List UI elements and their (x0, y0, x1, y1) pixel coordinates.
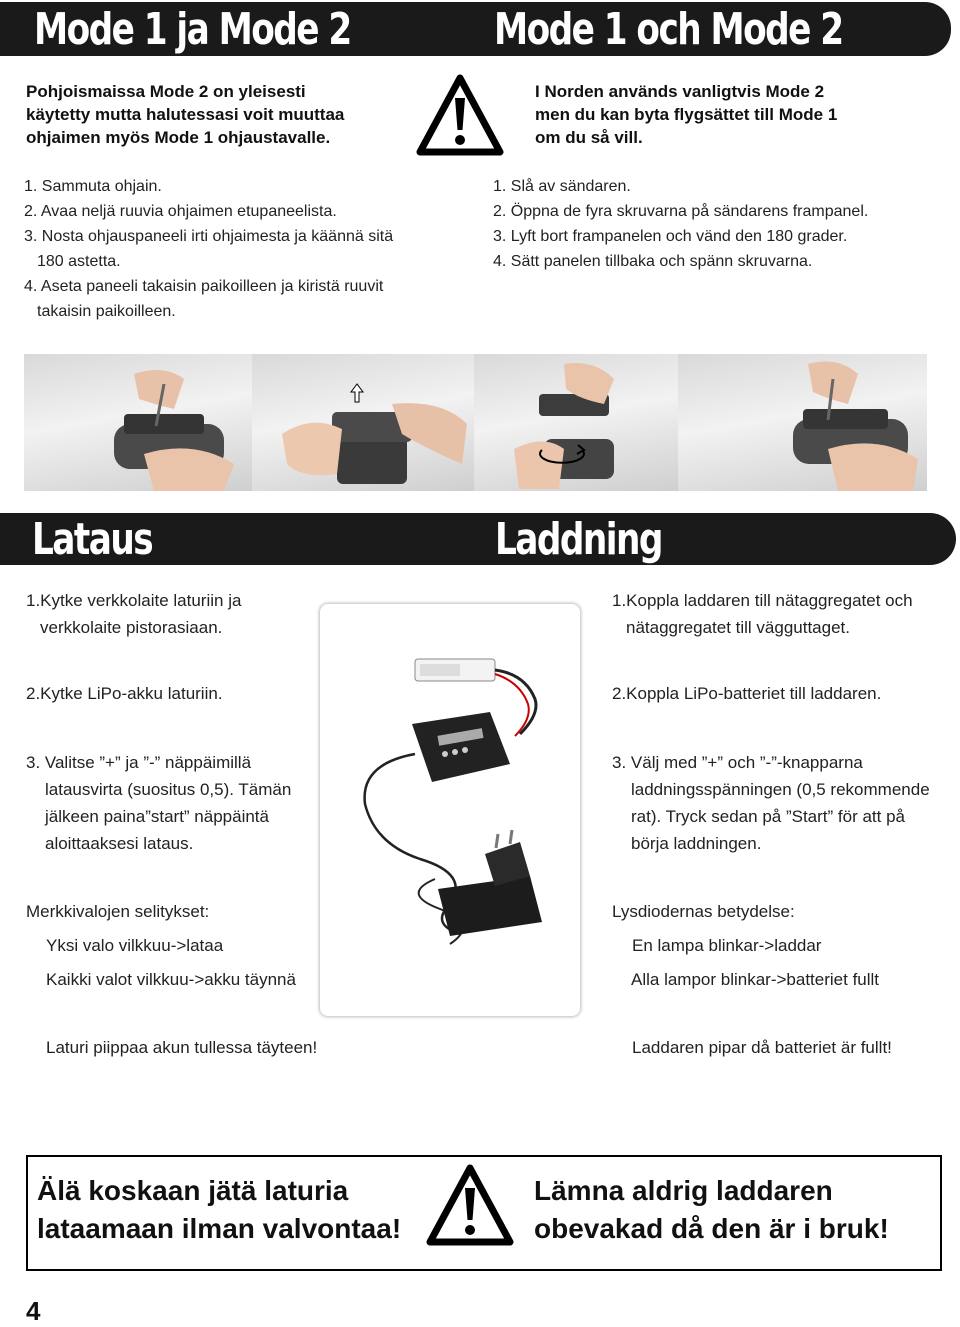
charger-photo (320, 604, 580, 1016)
charging-step1-sv: 1.Koppla laddaren till nätaggregatet och nätaggregatet till vägguttaget. (612, 591, 913, 637)
charging-step3-sv: 3. Välj med ”+” och ”-”-knapparna laddningsspänningen (0,5 rekommende rat). Tryck sedan på ”Start” för att på börja laddningen. (612, 753, 930, 853)
led-all-fi: Kaikki valot vilkkuu->akku täynnä (46, 970, 296, 989)
led-one-sv: En lampa blinkar->laddar (632, 936, 822, 955)
warning-text-sv: Lämna aldrig laddaren obevakad då den är i bruk! (534, 1175, 889, 1244)
led-one-fi: Yksi valo vilkkuu->lataa (46, 936, 224, 955)
photo-unscrew-panel (24, 354, 252, 491)
charging-title-fi: Lataus (32, 514, 153, 565)
mode-steps-sv: 1. Slå av sändaren. 2. Öppna de fyra skruvarna på sändarens frampanel. 3. Lyft bort frampanelen och vänd den 180 grader. 4. Sätt panelen tillbaka och spänn skruvarna. (493, 178, 869, 270)
mode-intro-fi: Pohjoismaissa Mode 2 on yleisesti käytetty mutta halutessasi voit muuttaa ohjaimen myös Mode 1 ohjaustavalle. (26, 82, 345, 147)
beep-note-sv: Laddaren pipar då batteriet är fullt! (632, 1038, 892, 1057)
warning-text-fi: Älä koskaan jätä laturia lataamaan ilman valvontaa! (37, 1175, 402, 1244)
charging-step3-fi: 3. Valitse ”+” ja ”-” näppäimillä latausvirta (suositus 0,5). Tämän jälkeen paina”start” näppäintä aloittaaksesi lataus. (26, 753, 292, 853)
beep-note-fi: Laturi piippaa akun tullessa täyteen! (46, 1038, 318, 1057)
led-title-sv: Lysdiodernas betydelse: (612, 902, 795, 921)
mode-title-fi: Mode 1 ja Mode 2 (34, 4, 351, 55)
page-number: 4 (26, 1296, 41, 1326)
charging-step2-sv: 2.Koppla LiPo-batteriet till laddaren. (612, 684, 882, 703)
photo-tighten-screws (678, 354, 927, 491)
charging-title-sv: Laddning (495, 514, 662, 565)
photo-rotate-panel (474, 354, 678, 491)
mode-title-sv: Mode 1 och Mode 2 (494, 4, 843, 55)
led-title-fi: Merkkivalojen selitykset: (26, 902, 210, 921)
warning-icon (414, 72, 506, 158)
charging-banner (0, 513, 956, 565)
charging-step1-fi: 1.Kytke verkkolaite laturiin ja verkkolaite pistorasiaan. (26, 591, 242, 637)
photo-lift-panel (252, 354, 474, 491)
mode-steps-fi: 1. Sammuta ohjain. 2. Avaa neljä ruuvia ohjaimen etupaneelista. 3. Nosta ohjauspaneeli irti ohjaimesta ja käännä sitä 180 astetta. 4. Aseta paneeli takaisin paikoilleen ja kiristä ruuvit takaisin paikoilleen. (24, 178, 394, 320)
warning-icon-bottom (424, 1162, 516, 1248)
led-all-sv: Alla lampor blinkar->batteriet fullt (631, 970, 880, 989)
mode-intro-sv: I Norden används vanligtvis Mode 2 men du kan byta flygsättet till Mode 1 om du så vill. (535, 82, 838, 147)
mode-banner (0, 2, 951, 56)
charging-step2-fi: 2.Kytke LiPo-akku laturiin. (26, 684, 223, 703)
